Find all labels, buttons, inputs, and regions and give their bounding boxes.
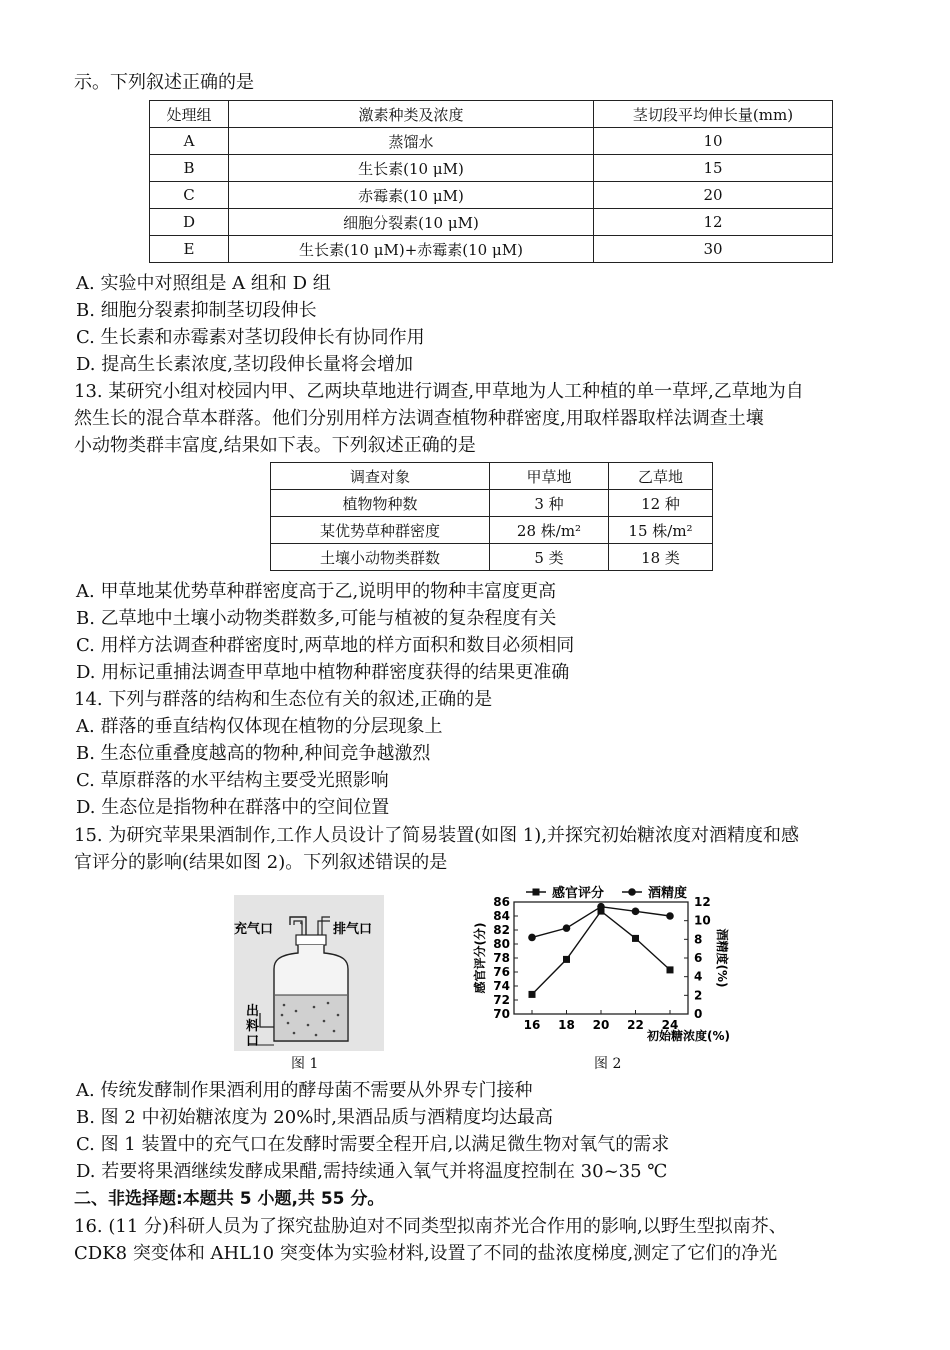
- table-cell: 20: [594, 182, 833, 209]
- q13-option-d: D. 用标记重捕法调查甲草地中植物种群密度获得的结果更准确: [76, 662, 570, 683]
- q15-option-a: A. 传统发酵制作果酒利用的酵母菌不需要从外界专门接种: [76, 1080, 533, 1101]
- table-header-cell: 乙草地: [609, 463, 713, 490]
- y-right-tick-label: 12: [694, 895, 711, 909]
- table-cell: C: [150, 182, 229, 209]
- table-row: [271, 517, 713, 544]
- table-row: [271, 490, 713, 517]
- y-right-tick-label: 10: [694, 913, 711, 928]
- table-cell: A: [150, 128, 229, 155]
- fig1-inlet-label: 充气口: [234, 922, 274, 937]
- legend-marker-circle: [628, 888, 636, 896]
- legend-label-2: 酒精度: [648, 886, 688, 901]
- fig2-caption: 图 2: [594, 1056, 622, 1072]
- fig1-outlet-label: 排气口: [333, 922, 373, 937]
- table-row: [271, 544, 713, 571]
- table-cell: 15: [594, 155, 833, 182]
- q16-line: CDK8 突变体和 AHL10 突变体为实验材料,设置了不同的盐浓度梯度,测定了它们的净光: [74, 1243, 778, 1264]
- table-cell: 12 种: [609, 490, 713, 517]
- table-cell: B: [150, 155, 229, 182]
- q15-option-b: B. 图 2 中初始糖浓度为 20%时,果酒品质与酒精度均达最高: [76, 1107, 554, 1128]
- series-line-1: [532, 911, 670, 994]
- q14-option-b: B. 生态位重叠度越高的物种,种间竞争越激烈: [76, 743, 431, 764]
- data-point-square: [632, 935, 639, 942]
- y-left-tick-label: 76: [493, 965, 510, 979]
- x-tick-label: 22: [627, 1018, 644, 1032]
- q15-stem-line: 官评分的影响(结果如图 2)。下列叙述错误的是: [74, 852, 448, 873]
- q14-option-c: C. 草原群落的水平结构主要受光照影响: [76, 770, 389, 791]
- y-left-tick-label: 72: [493, 993, 510, 1007]
- data-point-square: [563, 956, 570, 963]
- y-left-tick-label: 78: [493, 951, 510, 965]
- q13-option-a: A. 甲草地某优势草种群密度高于乙,说明甲的物种丰富度更高: [76, 581, 557, 602]
- x-tick-label: 18: [558, 1018, 575, 1032]
- q13-option-c: C. 用样方法调查种群密度时,两草地的样方面积和数目必须相同: [76, 635, 575, 656]
- table-header-cell: 甲草地: [490, 463, 609, 490]
- q12-table: [149, 100, 833, 263]
- data-point-circle: [528, 934, 536, 942]
- y-left-tick-label: 86: [493, 895, 510, 909]
- y-left-tick-label: 74: [493, 979, 510, 993]
- table-row: [150, 128, 833, 155]
- y-right-tick-label: 4: [694, 969, 703, 984]
- q12-option-b: B. 细胞分裂素抑制茎切段伸长: [76, 300, 317, 321]
- fig1-discharge-label: 出 料 口: [246, 1004, 260, 1049]
- table-cell: 土壤小动物类群数: [271, 544, 490, 571]
- y-left-tick-label: 70: [493, 1007, 510, 1021]
- q14-stem: 14. 下列与群落的结构和生态位有关的叙述,正确的是: [74, 689, 493, 710]
- q13-table: [270, 462, 713, 571]
- y-left-tick-label: 82: [493, 923, 510, 937]
- table-header-cell: 调查对象: [271, 463, 490, 490]
- table-cell: D: [150, 209, 229, 236]
- table-cell: 3 种: [490, 490, 609, 517]
- fig1-caption: 图 1: [291, 1056, 319, 1072]
- x-tick-label: 24: [661, 1018, 679, 1032]
- data-point-circle: [563, 924, 571, 932]
- y-right-axis-label: 酒精度(%): [715, 928, 729, 988]
- data-point-square: [667, 966, 674, 973]
- q14-option-d: D. 生态位是指物种在群落中的空间位置: [76, 797, 390, 818]
- table-row: [150, 182, 833, 209]
- legend-label-1: 感官评分: [552, 886, 605, 901]
- table-row: [150, 209, 833, 236]
- table-cell: 30: [594, 236, 833, 263]
- table-cell: 12: [594, 209, 833, 236]
- data-point-circle: [597, 903, 605, 911]
- table-cell: 某优势草种群密度: [271, 517, 490, 544]
- table-cell: E: [150, 236, 229, 263]
- table-header-cell: 茎切段平均伸长量(mm): [594, 101, 833, 128]
- section-heading: 二、非选择题:本题共 5 小题,共 55 分。: [74, 1189, 385, 1209]
- y-right-tick-label: 0: [694, 1007, 703, 1021]
- data-point-circle: [632, 908, 640, 916]
- q15-option-c: C. 图 1 装置中的充气口在发酵时需要全程开启,以满足微生物对氧气的需求: [76, 1134, 670, 1155]
- legend-marker-square: [533, 889, 540, 896]
- table-row: [150, 155, 833, 182]
- q13-stem-line: 13. 某研究小组对校园内甲、乙两块草地进行调查,甲草地为人工种植的单一草坪,乙草地为自: [74, 381, 804, 402]
- y-left-tick-label: 80: [493, 937, 510, 951]
- y-left-axis-label: 感官评分(分): [473, 922, 487, 994]
- table-cell: 生长素(10 μM)+赤霉素(10 μM): [229, 236, 594, 263]
- x-tick-label: 20: [592, 1018, 610, 1032]
- fig1-apparatus: [228, 895, 388, 1055]
- y-right-tick-label: 6: [694, 951, 703, 965]
- y-left-tick-label: 84: [493, 909, 510, 923]
- q13-stem-line: 小动物类群丰富度,结果如下表。下列叙述正确的是: [74, 435, 476, 456]
- table-cell: 5 类: [490, 544, 609, 571]
- table-cell: 28 株/m²: [490, 517, 609, 544]
- q13-option-b: B. 乙草地中土壤小动物类群数多,可能与植被的复杂程度有关: [76, 608, 557, 629]
- q13-table-header: [271, 463, 713, 490]
- q12-option-c: C. 生长素和赤霉素对茎切段伸长有协同作用: [76, 327, 425, 348]
- q12-intro-tail: 示。下列叙述正确的是: [74, 72, 254, 93]
- table-cell: 15 株/m²: [609, 517, 713, 544]
- y-right-tick-label: 8: [694, 932, 703, 947]
- table-cell: 18 类: [609, 544, 713, 571]
- table-cell: 蒸馏水: [229, 128, 594, 155]
- table-row: [150, 236, 833, 263]
- x-axis-label: 初始糖浓度(%): [647, 1029, 730, 1043]
- data-point-square: [529, 991, 536, 998]
- table-cell: 植物物种数: [271, 490, 490, 517]
- table-cell: 生长素(10 μM): [229, 155, 594, 182]
- table-header-cell: 处理组: [150, 101, 229, 128]
- table-header-cell: 激素种类及浓度: [229, 101, 594, 128]
- x-tick-label: 16: [523, 1018, 541, 1032]
- q15-option-d: D. 若要将果酒继续发酵成果醋,需持续通入氧气并将温度控制在 30~35 ℃: [76, 1161, 668, 1182]
- table-cell: 10: [594, 128, 833, 155]
- fig2-chart: [462, 880, 762, 1055]
- plot-frame: [514, 902, 688, 1014]
- q12-table-header: [150, 101, 833, 128]
- q12-option-a: A. 实验中对照组是 A 组和 D 组: [76, 273, 331, 294]
- y-right-tick-label: 2: [694, 988, 703, 1003]
- q13-stem-line: 然生长的混合草本群落。他们分别用样方法调查植物种群密度,用取样器取样法调查土壤: [74, 408, 764, 429]
- q15-stem-line: 15. 为研究苹果果酒制作,工作人员设计了简易装置(如图 1),并探究初始糖浓度对酒精度和感: [74, 825, 800, 846]
- data-point-circle: [666, 912, 674, 920]
- table-cell: 细胞分裂素(10 μM): [229, 209, 594, 236]
- table-cell: 赤霉素(10 μM): [229, 182, 594, 209]
- q12-option-d: D. 提高生长素浓度,茎切段伸长量将会增加: [76, 354, 413, 375]
- q14-option-a: A. 群落的垂直结构仅体现在植物的分层现象上: [76, 716, 443, 737]
- q16-line: 16. (11 分)科研人员为了探究盐胁迫对不同类型拟南芥光合作用的影响,以野生型拟南芥、: [74, 1216, 787, 1237]
